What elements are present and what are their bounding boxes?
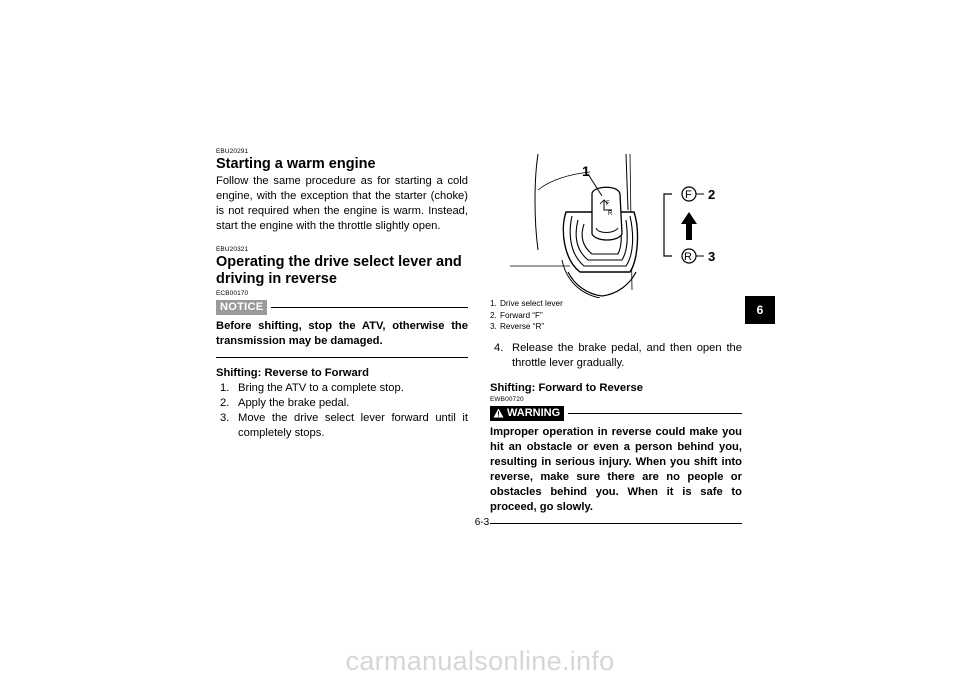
- list-item: 2. Apply the brake pedal.: [220, 397, 350, 409]
- lever-f-mark: F: [606, 201, 610, 207]
- lever-r-mark: R: [608, 211, 613, 217]
- warning-triangle-icon: [493, 408, 504, 418]
- steps-list-continued: [490, 341, 742, 371]
- chapter-tab: 6: [745, 296, 775, 324]
- list-item: 2. Forward “F”: [490, 310, 543, 320]
- section-title-drive-select: Operating the drive select lever and driving in reverse: [216, 254, 462, 287]
- list-item: 3. Move the drive select lever forward until it completely stops.: [220, 412, 468, 439]
- lever-drawing: [490, 150, 742, 298]
- left-column: [216, 148, 468, 441]
- warm-engine-body: Follow the same procedure as for starting a cold engine, with the exception that the starter (choke) is not required when the engine is warm. Instead, start the engine with the throttle slightly open.: [216, 175, 468, 232]
- warning-header: [490, 406, 742, 421]
- notice-text: Before shifting, stop the ATV, otherwise the transmission may be damaged.: [216, 320, 468, 347]
- subhead-reverse-to-forward: Shifting: Reverse to Forward: [216, 367, 369, 379]
- notice-header: [216, 300, 468, 315]
- warning-code: EWB00720: [490, 395, 524, 403]
- warning-end-rule: [490, 523, 742, 524]
- list-item: 1. Bring the ATV to a complete stop.: [220, 382, 404, 394]
- watermark: carmanualsonline.info: [345, 646, 615, 676]
- notice-rule: [271, 307, 468, 308]
- page-number: 6-3: [474, 517, 490, 528]
- section-title-warm-engine: Starting a warm engine: [216, 156, 376, 172]
- callout-2: 2: [708, 187, 716, 202]
- drive-select-lever-illustration: [490, 150, 742, 298]
- right-column: [490, 150, 742, 524]
- section-code: EBU20291: [216, 148, 249, 155]
- callout-3: 3: [708, 249, 716, 264]
- warning-badge: WARNING: [490, 406, 564, 421]
- section-code: EBU20321: [216, 246, 249, 253]
- subhead-forward-to-reverse: Shifting: Forward to Reverse: [490, 381, 643, 394]
- list-item: 3. Reverse “R”: [490, 322, 545, 331]
- list-item: 1. Drive select lever: [490, 299, 563, 308]
- warning-text: Improper operation in reverse could make you hit an obstacle or even a person behind you, resulting in serious injury. When you shift into reverse, make sure there are no people or obstacles behind you. When it is safe to proceed, go slowly.: [490, 425, 742, 513]
- notice-badge: NOTICE: [216, 300, 267, 315]
- forward-mark: F: [685, 189, 692, 201]
- notice-code: ECB00170: [216, 290, 249, 297]
- warning-rule: [568, 413, 742, 414]
- figure-captions: [490, 298, 742, 333]
- steps-list: [216, 381, 468, 441]
- list-item: 4. Release the brake pedal, and then open the throttle lever gradually.: [494, 341, 742, 369]
- reverse-mark: R: [684, 251, 692, 263]
- callout-1: 1: [582, 163, 590, 179]
